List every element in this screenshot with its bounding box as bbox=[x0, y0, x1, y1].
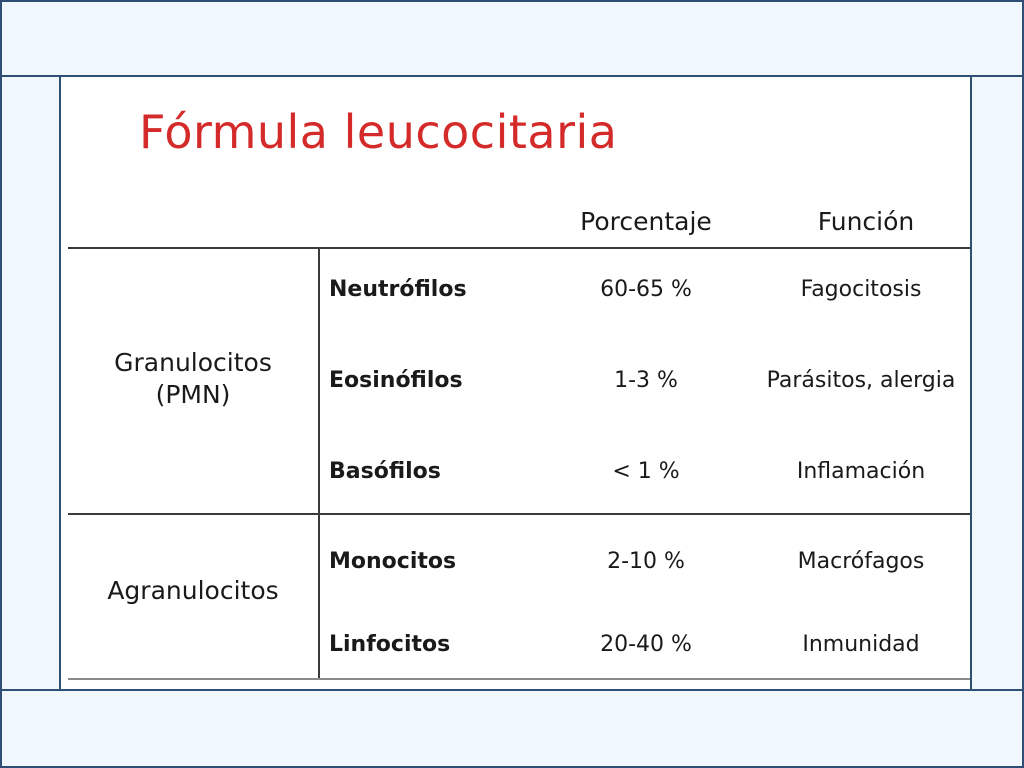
cell-name: Neutrófilos bbox=[329, 277, 467, 302]
table-row bbox=[61, 368, 970, 402]
cell-percentage: 20-40 % bbox=[600, 632, 692, 657]
group-divider-rule bbox=[68, 513, 970, 515]
header-percentage: Porcentaje bbox=[580, 207, 712, 236]
table-row bbox=[61, 632, 970, 666]
frame-right bbox=[970, 77, 1024, 689]
cell-function: Inflamación bbox=[796, 459, 926, 484]
cell-function: Fagocitosis bbox=[800, 277, 922, 302]
slide-title: Fórmula leucocitaria bbox=[139, 105, 618, 159]
group-label-line: Granulocitos bbox=[114, 348, 272, 377]
cell-function: Macrófagos bbox=[797, 549, 925, 574]
table-bottom-rule bbox=[68, 678, 970, 680]
cell-percentage: 60-65 % bbox=[600, 277, 692, 302]
cell-name: Basófilos bbox=[329, 459, 441, 484]
table-row bbox=[61, 459, 970, 493]
cell-function: Parásitos, alergia bbox=[766, 368, 956, 393]
cell-name: Monocitos bbox=[329, 549, 457, 574]
cell-percentage: 2-10 % bbox=[607, 549, 685, 574]
cell-name: Linfocitos bbox=[329, 632, 451, 657]
cell-percentage: < 1 % bbox=[612, 459, 680, 484]
table-row bbox=[61, 549, 970, 583]
group-label-line: (PMN) bbox=[155, 380, 231, 409]
cell-percentage: 1-3 % bbox=[614, 368, 678, 393]
table-row bbox=[61, 277, 970, 311]
slide-content bbox=[61, 77, 970, 689]
cell-name: Eosinófilos bbox=[329, 368, 463, 393]
frame-top bbox=[0, 0, 1024, 77]
table-top-rule bbox=[68, 247, 970, 249]
group-label-line: Agranulocitos bbox=[107, 576, 279, 605]
cell-function: Inmunidad bbox=[802, 632, 920, 657]
frame-bottom bbox=[0, 689, 1024, 768]
frame-left bbox=[0, 77, 61, 689]
header-function: Función bbox=[817, 207, 915, 236]
